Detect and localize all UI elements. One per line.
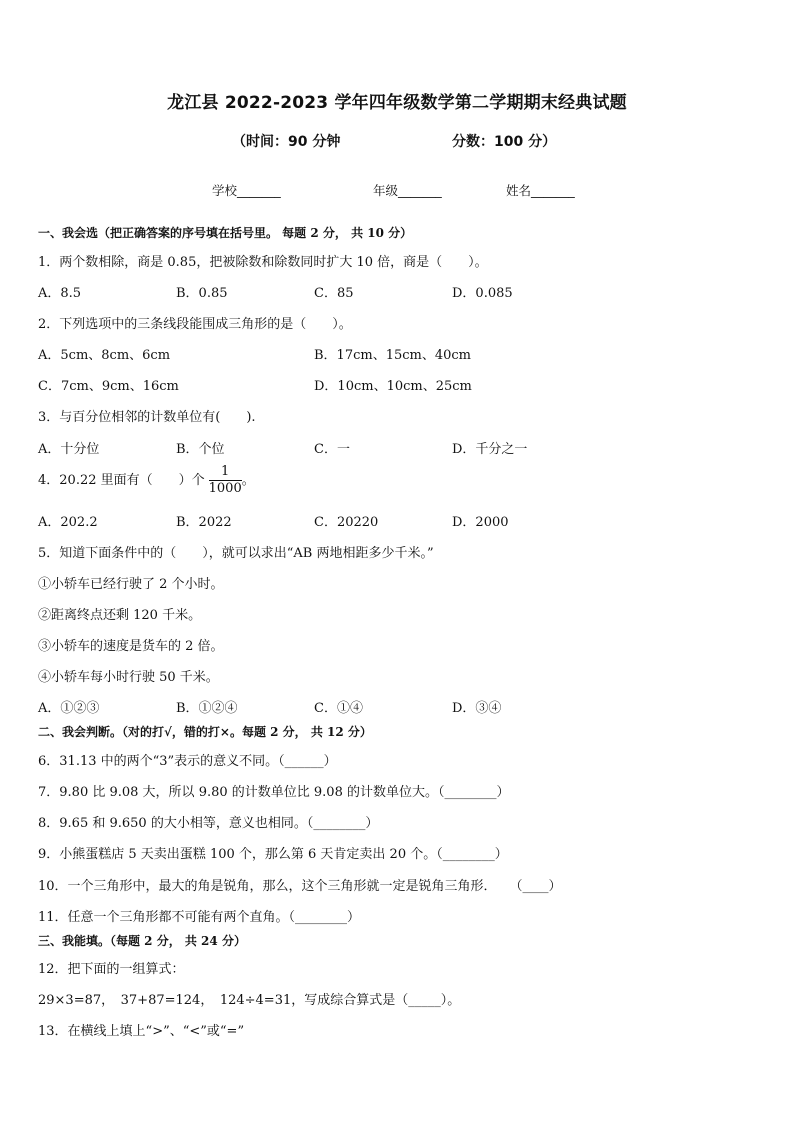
q1-option-a: A．8.5 [38,286,82,301]
q4-text: 4．20.22 里面有（ ）个 [38,473,205,488]
question-12: 12．把下面的一组算式： [38,962,185,977]
name-field: 姓名_______ [506,183,575,198]
q3-option-c: C．一 [314,442,350,457]
question-2: 2．下列选项中的三条线段能围成三角形的是（ ）。 [38,317,352,332]
section1-heading: 一、我会选（把正确答案的序号填在括号里。 每题 2 分， 共 10 分） [38,226,413,240]
fraction-numerator: 1 [209,464,242,481]
question-3: 3．与百分位相邻的计数单位有( ). [38,410,256,425]
question-13: 13．在横线上填上“>”、“<”或“=” [38,1024,245,1039]
question-1: 1．两个数相除，商是 0.85，把被除数和除数同时扩大 10 倍，商是（ ）。 [38,255,488,270]
q4-option-d: D．2000 [452,515,509,530]
exam-score: 分数：100 分） [452,134,557,150]
q5-option-c: C．①④ [314,701,363,716]
q2-option-d: D．10cm、10cm、25cm [314,379,472,394]
judge-item-7: 7．9.80 比 9.08 大，所以 9.80 的计数单位比 9.08 的计数单位大。（________） [38,785,510,800]
q5-option-a: A．①②③ [38,701,100,716]
fraction-denominator: 1000 [208,481,242,496]
exam-time: （时间：90 分钟 [232,134,341,150]
q1-option-b: B．0.85 [176,286,228,301]
judge-item-11: 11．任意一个三角形都不可能有两个直角。（________） [38,910,361,925]
q3-option-a: A．十分位 [38,442,100,457]
q2-option-a: A．5cm、8cm、6cm [38,348,171,363]
fraction [209,464,242,497]
q5-condition-3: ③小轿车的速度是货车的 2 倍。 [38,639,224,654]
q5-option-d: D．③④ [452,701,502,716]
judge-item-9: 9．小熊蛋糕店 5 天卖出蛋糕 100 个，那么第 6 天肯定卖出 20 个。（________） [38,847,508,862]
q2-option-c: C．7cm、9cm、16cm [38,379,179,394]
judge-item-8: 8．9.65 和 9.650 的大小相等，意义也相同。（________） [38,816,379,831]
question-4 [38,464,255,497]
section2-heading: 二、我会判断。（对的打√，错的打×。每题 2 分， 共 12 分） [38,725,372,739]
q5-condition-2: ②距离终点还剩 120 千米。 [38,608,202,623]
q2-option-b: B．17cm、15cm、40cm [314,348,472,363]
q4-option-a: A．202.2 [38,515,98,530]
q4-tail: 。 [241,473,255,488]
q4-option-c: C．20220 [314,515,379,530]
question-12-expression: 29×3=87， 37+87=124， 124÷4=31，写成综合算式是（_____）。 [38,993,461,1008]
q3-option-b: B．个位 [176,442,225,457]
page-title: 龙江县 2022-2023 学年四年级数学第二学期期末经典试题 [167,93,627,113]
q3-option-d: D．千分之一 [452,442,528,457]
question-5: 5．知道下面条件中的（ ），就可以求出“AB 两地相距多少千米。” [38,546,434,561]
q1-option-d: D．0.085 [452,286,513,301]
q5-option-b: B．①②④ [176,701,238,716]
judge-item-10: 10．一个三角形中，最大的角是锐角，那么，这个三角形就一定是锐角三角形． （____） [38,879,562,894]
q1-option-c: C．85 [314,286,354,301]
section3-heading: 三、我能填。（每题 2 分， 共 24 分） [38,934,246,948]
judge-item-6: 6．31.13 中的两个“3”表示的意义不同。（______） [38,754,337,769]
q4-option-b: B．2022 [176,515,232,530]
grade-field: 年级_______ [373,183,442,198]
q5-condition-4: ④小轿车每小时行驶 50 千米。 [38,670,219,685]
q5-condition-1: ①小轿车已经行驶了 2 个小时。 [38,577,224,592]
school-field: 学校_______ [212,183,281,198]
